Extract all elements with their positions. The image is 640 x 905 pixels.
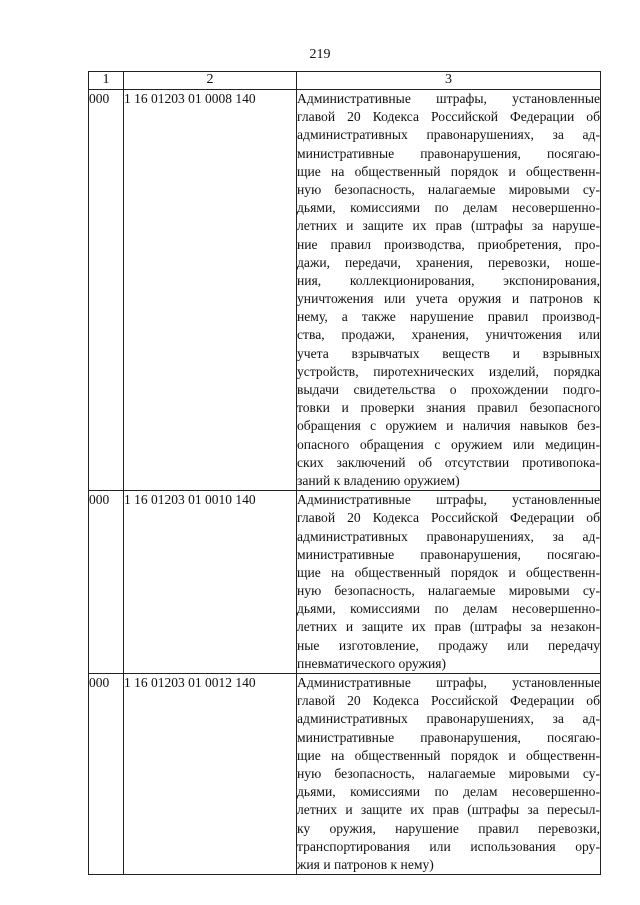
column-header-1: 1 — [89, 72, 124, 90]
description-line: обращения с оружием и наличия навыков без- — [297, 418, 600, 434]
description-line: ную безопасность, налагаемые мировыми су- — [297, 181, 600, 197]
description-line: пневматического оружия) — [297, 655, 447, 671]
admin-code-cell: 000 — [89, 90, 124, 491]
description-line: устройств, пиротехнических изделий, порядка — [297, 363, 600, 379]
description-line: щие на общественный порядок и общественн- — [297, 564, 600, 580]
table-body — [89, 90, 601, 875]
description-line: щие на общественный порядок и общественн- — [297, 163, 600, 179]
description-line: летних и защите их прав (штрафы за незакон- — [297, 619, 600, 635]
description-line: министративные правонарушения, посягаю- — [297, 729, 600, 745]
description-line: ную безопасность, налагаемые мировыми су- — [297, 583, 600, 599]
description-line: опасного обращения с оружием или медицин- — [297, 436, 600, 452]
description-line: административных правонарушениях, за ад- — [297, 127, 600, 143]
description-line: ния, коллекционирования, экспонирования, — [297, 272, 600, 288]
description-line: Административные штрафы, установленные — [297, 675, 600, 690]
table-row — [89, 90, 601, 491]
admin-code-cell: 000 — [89, 491, 124, 674]
description-line: Административные штрафы, установленные — [297, 492, 600, 508]
description-line: уничтожения или учета оружия и патронов к — [297, 291, 600, 307]
budget-classification-table — [88, 71, 601, 875]
description-line: заний к владению оружием) — [297, 472, 460, 488]
description-line: главой 20 Кодекса Российской Федерации об — [297, 109, 600, 125]
description-line: ную безопасность, налагаемые мировыми су- — [297, 765, 600, 781]
description-line: дьями, комиссиями по делам несовершенно- — [297, 784, 600, 800]
description-line: щие на общественный порядок и общественн- — [297, 747, 600, 763]
admin-code-cell: 000 — [89, 674, 124, 875]
description-cell — [297, 90, 601, 491]
column-header-2: 2 — [124, 72, 297, 90]
page-number: 219 — [309, 47, 331, 62]
description-line: летних и защите их прав (штрафы за пересыл- — [297, 802, 600, 818]
table-header-row — [89, 72, 601, 90]
description-line: главой 20 Кодекса Российской Федерации об — [297, 510, 600, 526]
budget-code-cell: 1 16 01203 01 0010 140 — [124, 491, 297, 674]
description-line: министративные правонарушения, посягаю- — [297, 546, 600, 562]
description-line: летних и защите их прав (штрафы за наруше- — [297, 218, 600, 234]
description-line: административных правонарушениях, за ад- — [297, 711, 600, 727]
description-line: ку оружия, нарушение правил перевозки, — [297, 820, 600, 836]
description-line: дажи, передачи, хранения, перевозки, ноше- — [297, 254, 600, 270]
table-row — [89, 491, 601, 674]
budget-code-cell: 1 16 01203 01 0008 140 — [124, 90, 297, 491]
description-line: административных правонарушениях, за ад- — [297, 528, 600, 544]
description-line: учета взрывчатых веществ и взрывных — [297, 345, 600, 361]
description-line: жия и патронов к нему) — [297, 856, 434, 872]
description-line: дьями, комиссиями по делам несовершенно- — [297, 601, 600, 617]
budget-code-cell: 1 16 01203 01 0012 140 — [124, 674, 297, 875]
description-line: главой 20 Кодекса Российской Федерации об — [297, 693, 600, 709]
column-header-3: 3 — [297, 72, 601, 90]
description-cell — [297, 674, 601, 875]
description-line: ских заключений об отсутствии противопока- — [297, 454, 600, 470]
description-line: товки и проверки знания правил безопасного — [297, 400, 600, 416]
table-row — [89, 674, 601, 875]
description-line: ства, продажи, хранения, уничтожения или — [297, 327, 600, 343]
description-line: ние правил производства, приобретения, про- — [297, 236, 600, 252]
description-line: транспортирования или использования ору- — [297, 838, 600, 854]
description-line: дьями, комиссиями по делам несовершенно- — [297, 200, 600, 216]
description-line: министративные правонарушения, посягаю- — [297, 145, 600, 161]
description-line: выдачи свидетельства о прохождении подго- — [297, 382, 600, 397]
description-line: ные изготовление, продажу или передачу — [297, 637, 600, 653]
description-line: Административные штрафы, установленные — [297, 91, 600, 106]
description-cell — [297, 491, 601, 674]
description-line: нему, а также нарушение правил производ- — [297, 309, 600, 325]
